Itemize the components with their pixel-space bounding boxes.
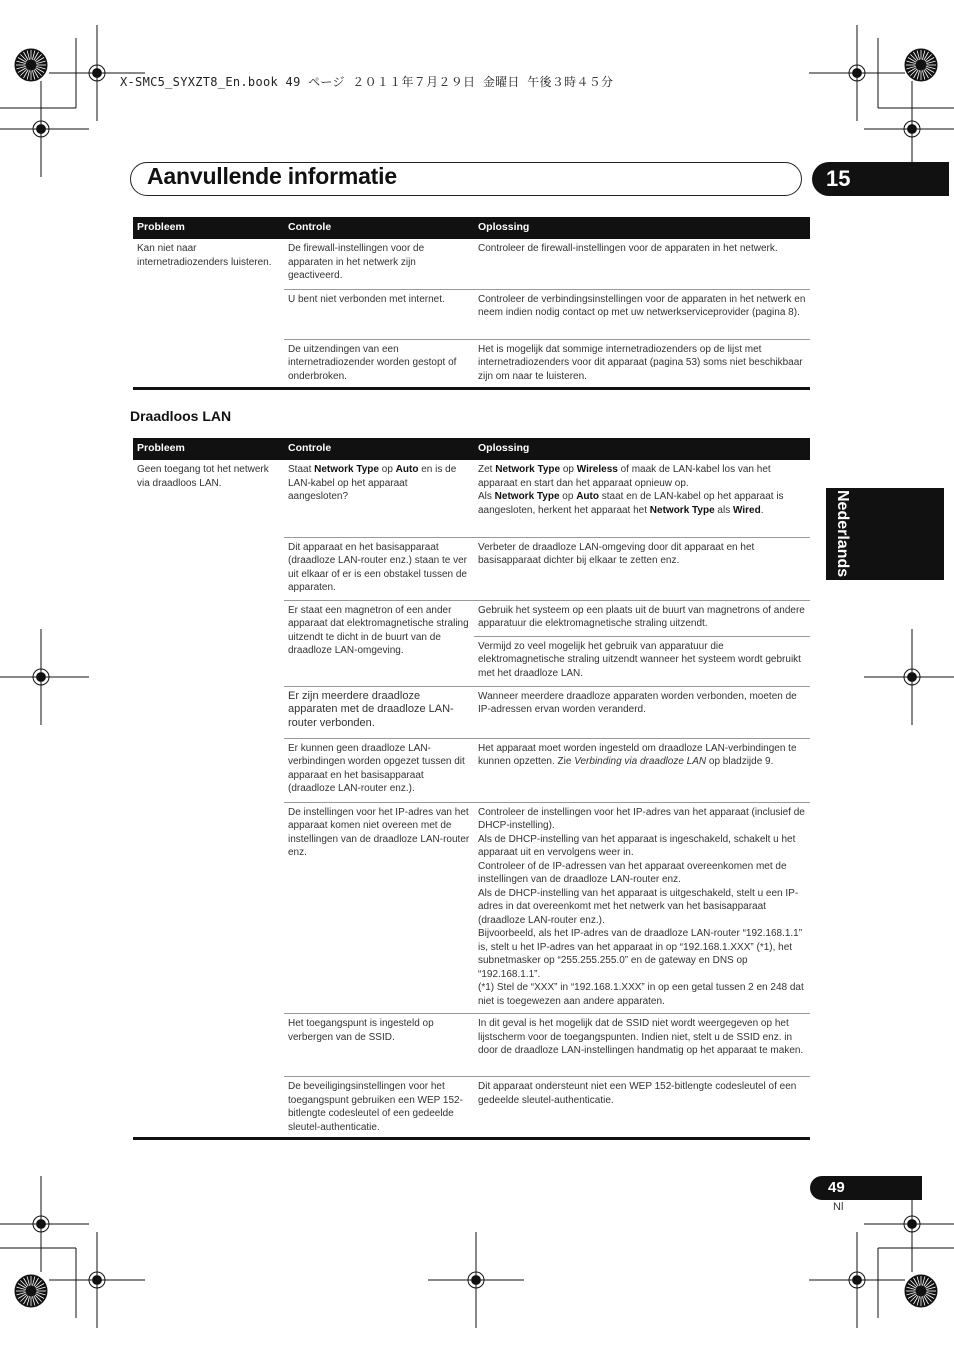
column-header-problem: Probleem xyxy=(133,217,284,239)
check-cell: De instellingen voor het IP-adres van het apparaat komen niet overeen met de instellingen van de draadloze LAN-router enz. xyxy=(284,802,474,1014)
solution-cell: Controleer de instellingen voor het IP-adres van het apparaat (inclusief de DHCP-instelling). Als de DHCP-instelling van het apparaat is ingeschakeld, schakelt u het apparaat uit en vervolgens weer in. Controleer of de IP-adressen van het apparaat overeenkomen met de instellingen van de draadloze LAN-router enz. Als de DHCP-instelling van het apparaat is uitgeschakeld, stelt u een IP-adres in dat overeenkomt met het netwerk van het basisapparaat (draadloze LAN-router enz.). Bijvoorbeeld, als het IP-adres van de draadloze LAN-router “192.168.1.1” is, stelt u het IP-adres van het apparaat in op “192.168.1.XXX” (*1), het subnetmasker op “255.255.255.0” en de gateway en DNS op “192.168.1.1”. (*1) Stel de “XXX” in “192.168.1.XXX” in op een getal tussen 2 en 248 dat niet is toegewezen aan andere apparaten. xyxy=(474,802,810,1014)
solution-cell: Controleer de verbindingsinstellingen voor de apparaten in het netwerk en neem indien nodig contact op met uw netwerkserviceprovider (pagina 8). xyxy=(474,289,810,339)
solution-cell: Gebruik het systeem op een plaats uit de buurt van magnetrons of andere apparatuur die elektromagnetische straling uitzendt. xyxy=(474,600,810,636)
solution-cell: Het apparaat moet worden ingesteld om draadloze LAN-verbindingen te kunnen opzetten. Zie Verbinding via draadloze LAN op bladzijde 9. xyxy=(474,738,810,802)
table-bottom-rule xyxy=(133,387,810,390)
file-header: X-SMC5_SYXZT8_En.book 49 ページ ２０１１年７月２９日 金曜日 午後３時４５分 xyxy=(120,75,614,89)
table-bottom-rule xyxy=(133,1137,810,1140)
check-cell: De firewall-instellingen voor de apparaten in het netwerk zijn geactiveerd. xyxy=(288,243,425,281)
chapter-number: 15 xyxy=(812,162,949,196)
column-header-solution: Oplossing xyxy=(474,438,810,460)
check-cell: Staat Network Type op Auto en is de LAN-kabel op het apparaat aangesloten? xyxy=(288,464,457,502)
check-cell: U bent niet verbonden met internet. xyxy=(284,289,474,339)
solution-cell: In dit geval is het mogelijk dat de SSID niet wordt weergegeven op het lijstscherm voor de toegangspunten. Indien niet, stelt u de SSID enz. in door de draadloze LAN-instellingen handmatig op het apparaat te maken. xyxy=(474,1014,810,1077)
column-header-check: Controle xyxy=(284,217,474,239)
check-cell: Het toegangspunt is ingesteld op verbergen van de SSID. xyxy=(284,1014,474,1077)
language-side-tab-label: Nederlands xyxy=(834,490,851,578)
solution-cell: Controleer de firewall-instellingen voor de apparaten in het netwerk. xyxy=(478,243,778,254)
check-cell: Er staat een magnetron of een ander apparaat dat elektromagnetische straling uitzendt te dicht in de buurt van de draadloze LAN-omgeving. xyxy=(284,600,474,686)
solution-cell: Zet Network Type op Wireless of maak de LAN-kabel los van het apparaat en start dan het apparaat opnieuw op. Als Network Type op Auto staat en de LAN-kabel op het apparaat is aangesloten, herkent het apparaat het Network Type als Wired. xyxy=(478,464,784,516)
solution-cell: Het is mogelijk dat sommige internetradiozenders op de lijst met internetradiozenders voor dit apparaat (pagina 53) soms niet beschikbaar zijn om naar te luisteren. xyxy=(474,339,810,388)
page-language-code: Nl xyxy=(833,1201,844,1213)
solution-cell: Verbeter de draadloze LAN-omgeving door dit apparaat en het basisapparaat dichter bij elkaar te zetten enz. xyxy=(474,537,810,600)
page-number: 49 xyxy=(810,1176,922,1200)
check-cell: De beveiligingsinstellingen voor het toegangspunt gebruiken een WEP 152-bitlengte codesleutel of een gedeelde sleutel-authenticatie. xyxy=(284,1077,474,1140)
solution-cell: Vermijd zo veel mogelijk het gebruik van apparatuur die elektromagnetische straling uitzendt wanneer het systeem wordt gebruikt met het draadloze LAN. xyxy=(474,636,810,686)
solution-cell: Dit apparaat ondersteunt niet een WEP 152-bitlengte codesleutel of een gedeelde sleutel-authenticatie. xyxy=(474,1077,810,1140)
column-header-check: Controle xyxy=(284,438,474,460)
problem-cell: Kan niet naar internetradiozenders luisteren. xyxy=(137,243,272,268)
troubleshooting-table-internet-radio xyxy=(133,217,810,388)
table-row xyxy=(133,239,810,289)
check-cell: Er kunnen geen draadloze LAN-verbindingen worden opgezet tussen dit apparaat en het basisapparaat (draadloze LAN-router enz.). xyxy=(284,738,474,802)
check-cell: Dit apparaat en het basisapparaat (draadloze LAN-router enz.) staan te ver uit elkaar of er is een obstakel tussen de apparaten. xyxy=(284,537,474,600)
column-header-problem: Probleem xyxy=(133,438,284,460)
solution-cell: Wanneer meerdere draadloze apparaten worden verbonden, moeten de IP-adressen ervan worden veranderd. xyxy=(474,686,810,738)
troubleshooting-table-wireless-lan xyxy=(133,438,810,1139)
column-header-solution: Oplossing xyxy=(474,217,810,239)
problem-cell: Geen toegang tot het netwerk via draadloos LAN. xyxy=(137,464,269,489)
table-row xyxy=(133,460,810,537)
chapter-title: Aanvullende informatie xyxy=(147,163,397,189)
check-cell: De uitzendingen van een internetradiozender worden gestopt of onderbroken. xyxy=(284,339,474,388)
section-heading-wireless-lan: Draadloos LAN xyxy=(130,408,232,424)
check-cell: Er zijn meerdere draadloze apparaten met de draadloze LAN-router verbonden. xyxy=(284,686,474,738)
